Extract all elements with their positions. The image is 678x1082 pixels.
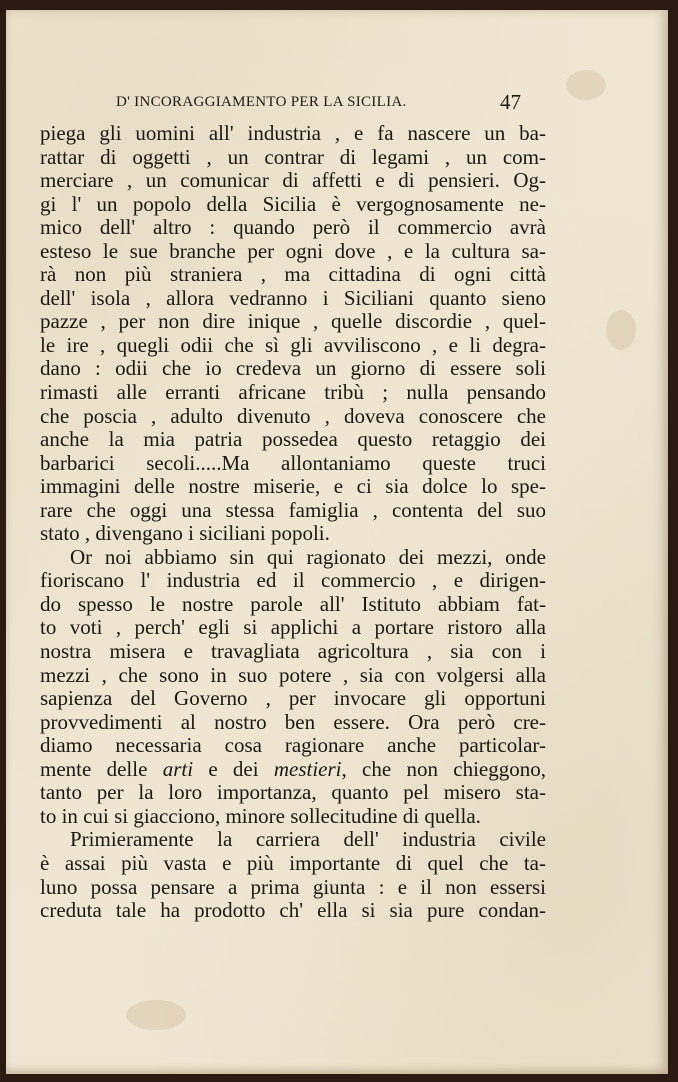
italic-word-arti: arti	[162, 756, 194, 781]
book-page	[6, 10, 668, 1074]
page-header	[6, 90, 668, 118]
text-line: rattar di oggetti , un contrar di legami , un com-	[40, 144, 546, 169]
text-line: anche la mia patria possedea questo retaggio dei	[40, 427, 546, 452]
text-line: luno possa pensare a prima giunta : e il non essersi	[40, 874, 546, 899]
text-line: rà non più straniera , ma cittadina di ogni città	[40, 262, 546, 287]
text-line: fioriscano l' industria ed il commercio , e dirigen-	[40, 568, 546, 593]
text-line: esteso le sue branche per ogni dove , e la cultura sa-	[40, 238, 546, 263]
text-line: rare che oggi una stessa famiglia , contenta del suo	[40, 497, 546, 522]
text-line: creduta tale ha prodotto ch' ella si sia pure condan-	[40, 898, 546, 923]
text-line-with-italics	[40, 758, 546, 782]
text-line: stato , divengano i siciliani popoli.	[40, 521, 330, 546]
text-line: pazze , per non dire inique , quelle discordie , quel-	[40, 309, 546, 334]
text-line: è assai più vasta e più importante di quel che ta-	[40, 850, 546, 875]
text-line: dell' isola , allora vedranno i Siciliani quanto sieno	[40, 285, 546, 310]
running-head: D' INCORAGGIAMENTO PER LA SICILIA.	[116, 94, 407, 110]
paper-stain	[606, 310, 636, 350]
text-line: to voti , perch' egli si applichi a portare ristoro alla	[40, 615, 546, 640]
text-line: gi l' un popolo della Sicilia è vergognosamente ne-	[40, 191, 546, 216]
body-text	[40, 122, 546, 923]
text-line: mezzi , che sono in suo potere , sia con volgersi alla	[40, 662, 546, 687]
text-segment: mente delle	[40, 756, 163, 781]
text-line: barbarici secoli.....Ma allontaniamo queste truci	[40, 450, 546, 475]
italic-word-mestieri: mestieri	[273, 756, 342, 781]
text-line: dano : odii che io credeva un giorno di essere soli	[40, 356, 546, 381]
text-segment: e dei	[193, 756, 274, 781]
text-line: nostra misera e travagliata agricoltura , sia con i	[40, 639, 546, 664]
text-line: provvedimenti al nostro ben essere. Ora però cre-	[40, 709, 546, 734]
page-number: 47	[500, 90, 521, 114]
text-line: Primieramente la carriera dell' industria civile	[70, 827, 546, 852]
text-line: le ire , quegli odii che sì gli avviliscono , e li degra-	[40, 332, 546, 357]
text-line: to in cui si giacciono, minore sollecitudine di quella.	[40, 803, 481, 828]
text-line: rimasti alle erranti africane tribù ; nulla pensando	[40, 380, 546, 405]
text-line: che poscia , adulto divenuto , doveva conoscere che	[40, 403, 546, 428]
text-line: mico dell' altro : quando però il commercio avrà	[40, 215, 546, 240]
text-line: Or noi abbiamo sin qui ragionato dei mezzi, onde	[70, 544, 546, 569]
text-line: immagini delle nostre miserie, e ci sia dolce lo spe-	[40, 474, 546, 499]
text-line: tanto per la loro importanza, quanto pel misero sta-	[40, 780, 546, 805]
text-segment: , che non chieggono,	[341, 756, 546, 781]
text-line: sapienza del Governo , per invocare gli opportuni	[40, 686, 546, 711]
paper-stain	[126, 1000, 186, 1030]
text-line: do spesso le nostre parole all' Istituto abbiam fat-	[40, 591, 546, 616]
text-line: diamo necessaria cosa ragionare anche particolar-	[40, 733, 546, 758]
text-line: merciare , un comunicar di affetti e di pensieri. Og-	[40, 168, 546, 193]
text-line: piega gli uomini all' industria , e fa nascere un ba-	[40, 121, 546, 145]
